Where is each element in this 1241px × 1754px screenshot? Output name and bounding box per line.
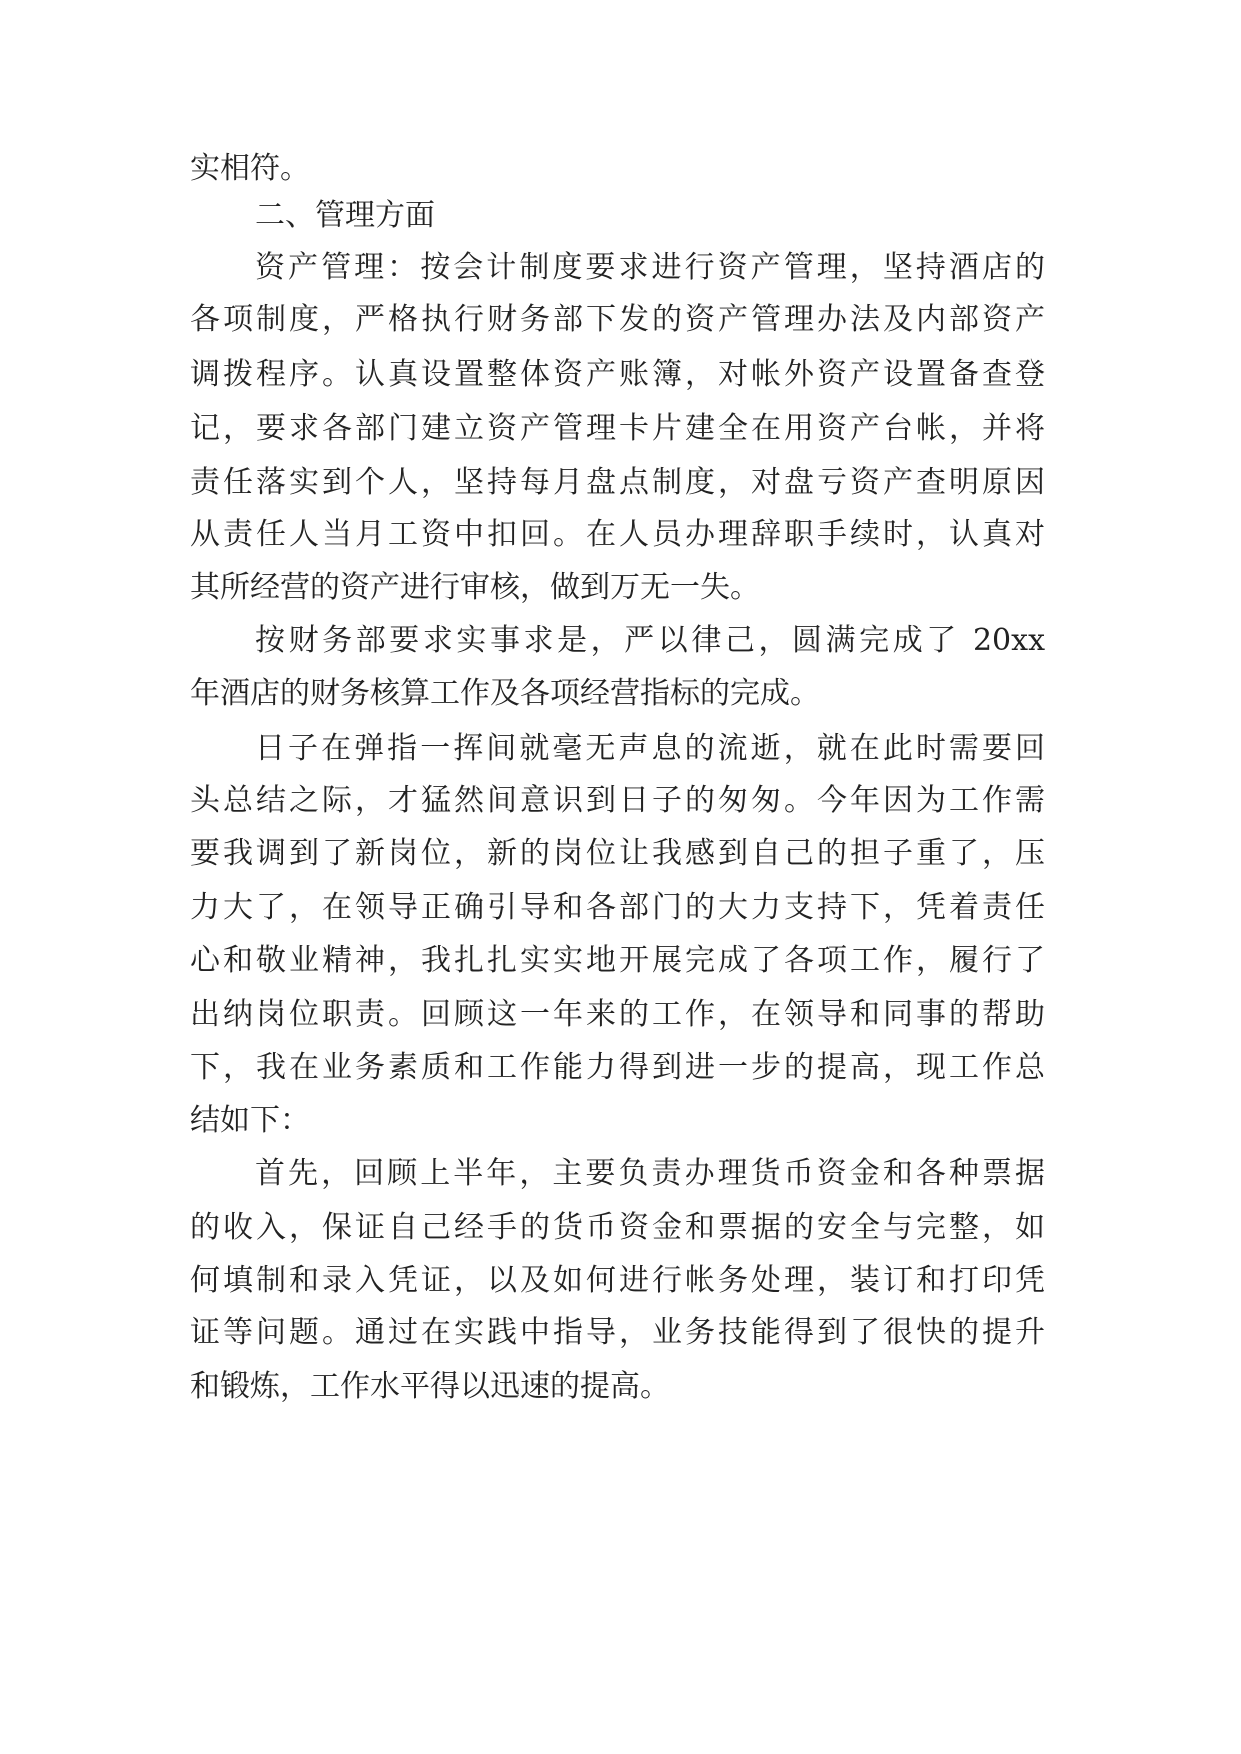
text-line: 要我调到了新岗位，新的岗位让我感到自己的担子重了，压 bbox=[190, 836, 1045, 871]
text-line: 调拨程序。认真设置整体资产账簿，对帐外资产设置备查登 bbox=[190, 357, 1045, 392]
text-line: 心和敬业精神，我扎扎实实地开展完成了各项工作，履行了 bbox=[190, 943, 1045, 978]
text-line: 力大了，在领导正确引导和各部门的大力支持下，凭着责任 bbox=[190, 890, 1045, 925]
section-heading: 二、管理方面 bbox=[255, 198, 435, 233]
text-line: 头总结之际，才猛然间意识到日子的匆匆。今年因为工作需 bbox=[190, 783, 1045, 818]
text-line: 资产管理：按会计制度要求进行资产管理，坚持酒店的 bbox=[255, 250, 1045, 285]
text-line: 和锻炼，工作水平得以迅速的提高。 bbox=[190, 1369, 670, 1404]
text-line: 记，要求各部门建立资产管理卡片建全在用资产台帐，并将 bbox=[190, 411, 1045, 446]
text-line: 首先，回顾上半年，主要负责办理货币资金和各种票据 bbox=[255, 1156, 1045, 1191]
text-line: 各项制度，严格执行财务部下发的资产管理办法及内部资产 bbox=[190, 302, 1045, 337]
text-line: 何填制和录入凭证，以及如何进行帐务处理，装订和打印凭 bbox=[190, 1263, 1045, 1298]
text-line: 从责任人当月工资中扣回。在人员办理辞职手续时，认真对 bbox=[190, 517, 1045, 552]
text-line: 按财务部要求实事求是，严以律己，圆满完成了 20xx bbox=[255, 623, 1045, 658]
text-line: 责任落实到个人，坚持每月盘点制度，对盘亏资产查明原因 bbox=[190, 465, 1045, 500]
text-line: 证等问题。通过在实践中指导，业务技能得到了很快的提升 bbox=[190, 1315, 1045, 1350]
text-line: 日子在弹指一挥间就毫无声息的流逝，就在此时需要回 bbox=[255, 731, 1045, 766]
text-line: 的收入，保证自己经手的货币资金和票据的安全与完整，如 bbox=[190, 1210, 1045, 1245]
text-line: 结如下： bbox=[190, 1103, 310, 1138]
text-line: 出纳岗位职责。回顾这一年来的工作，在领导和同事的帮助 bbox=[190, 997, 1045, 1032]
text-line: 其所经营的资产进行审核，做到万无一失。 bbox=[190, 570, 760, 605]
text-line: 下，我在业务素质和工作能力得到进一步的提高，现工作总 bbox=[190, 1050, 1045, 1085]
text-line: 实相符。 bbox=[190, 151, 310, 186]
text-line: 年酒店的财务核算工作及各项经营指标的完成。 bbox=[190, 676, 820, 711]
